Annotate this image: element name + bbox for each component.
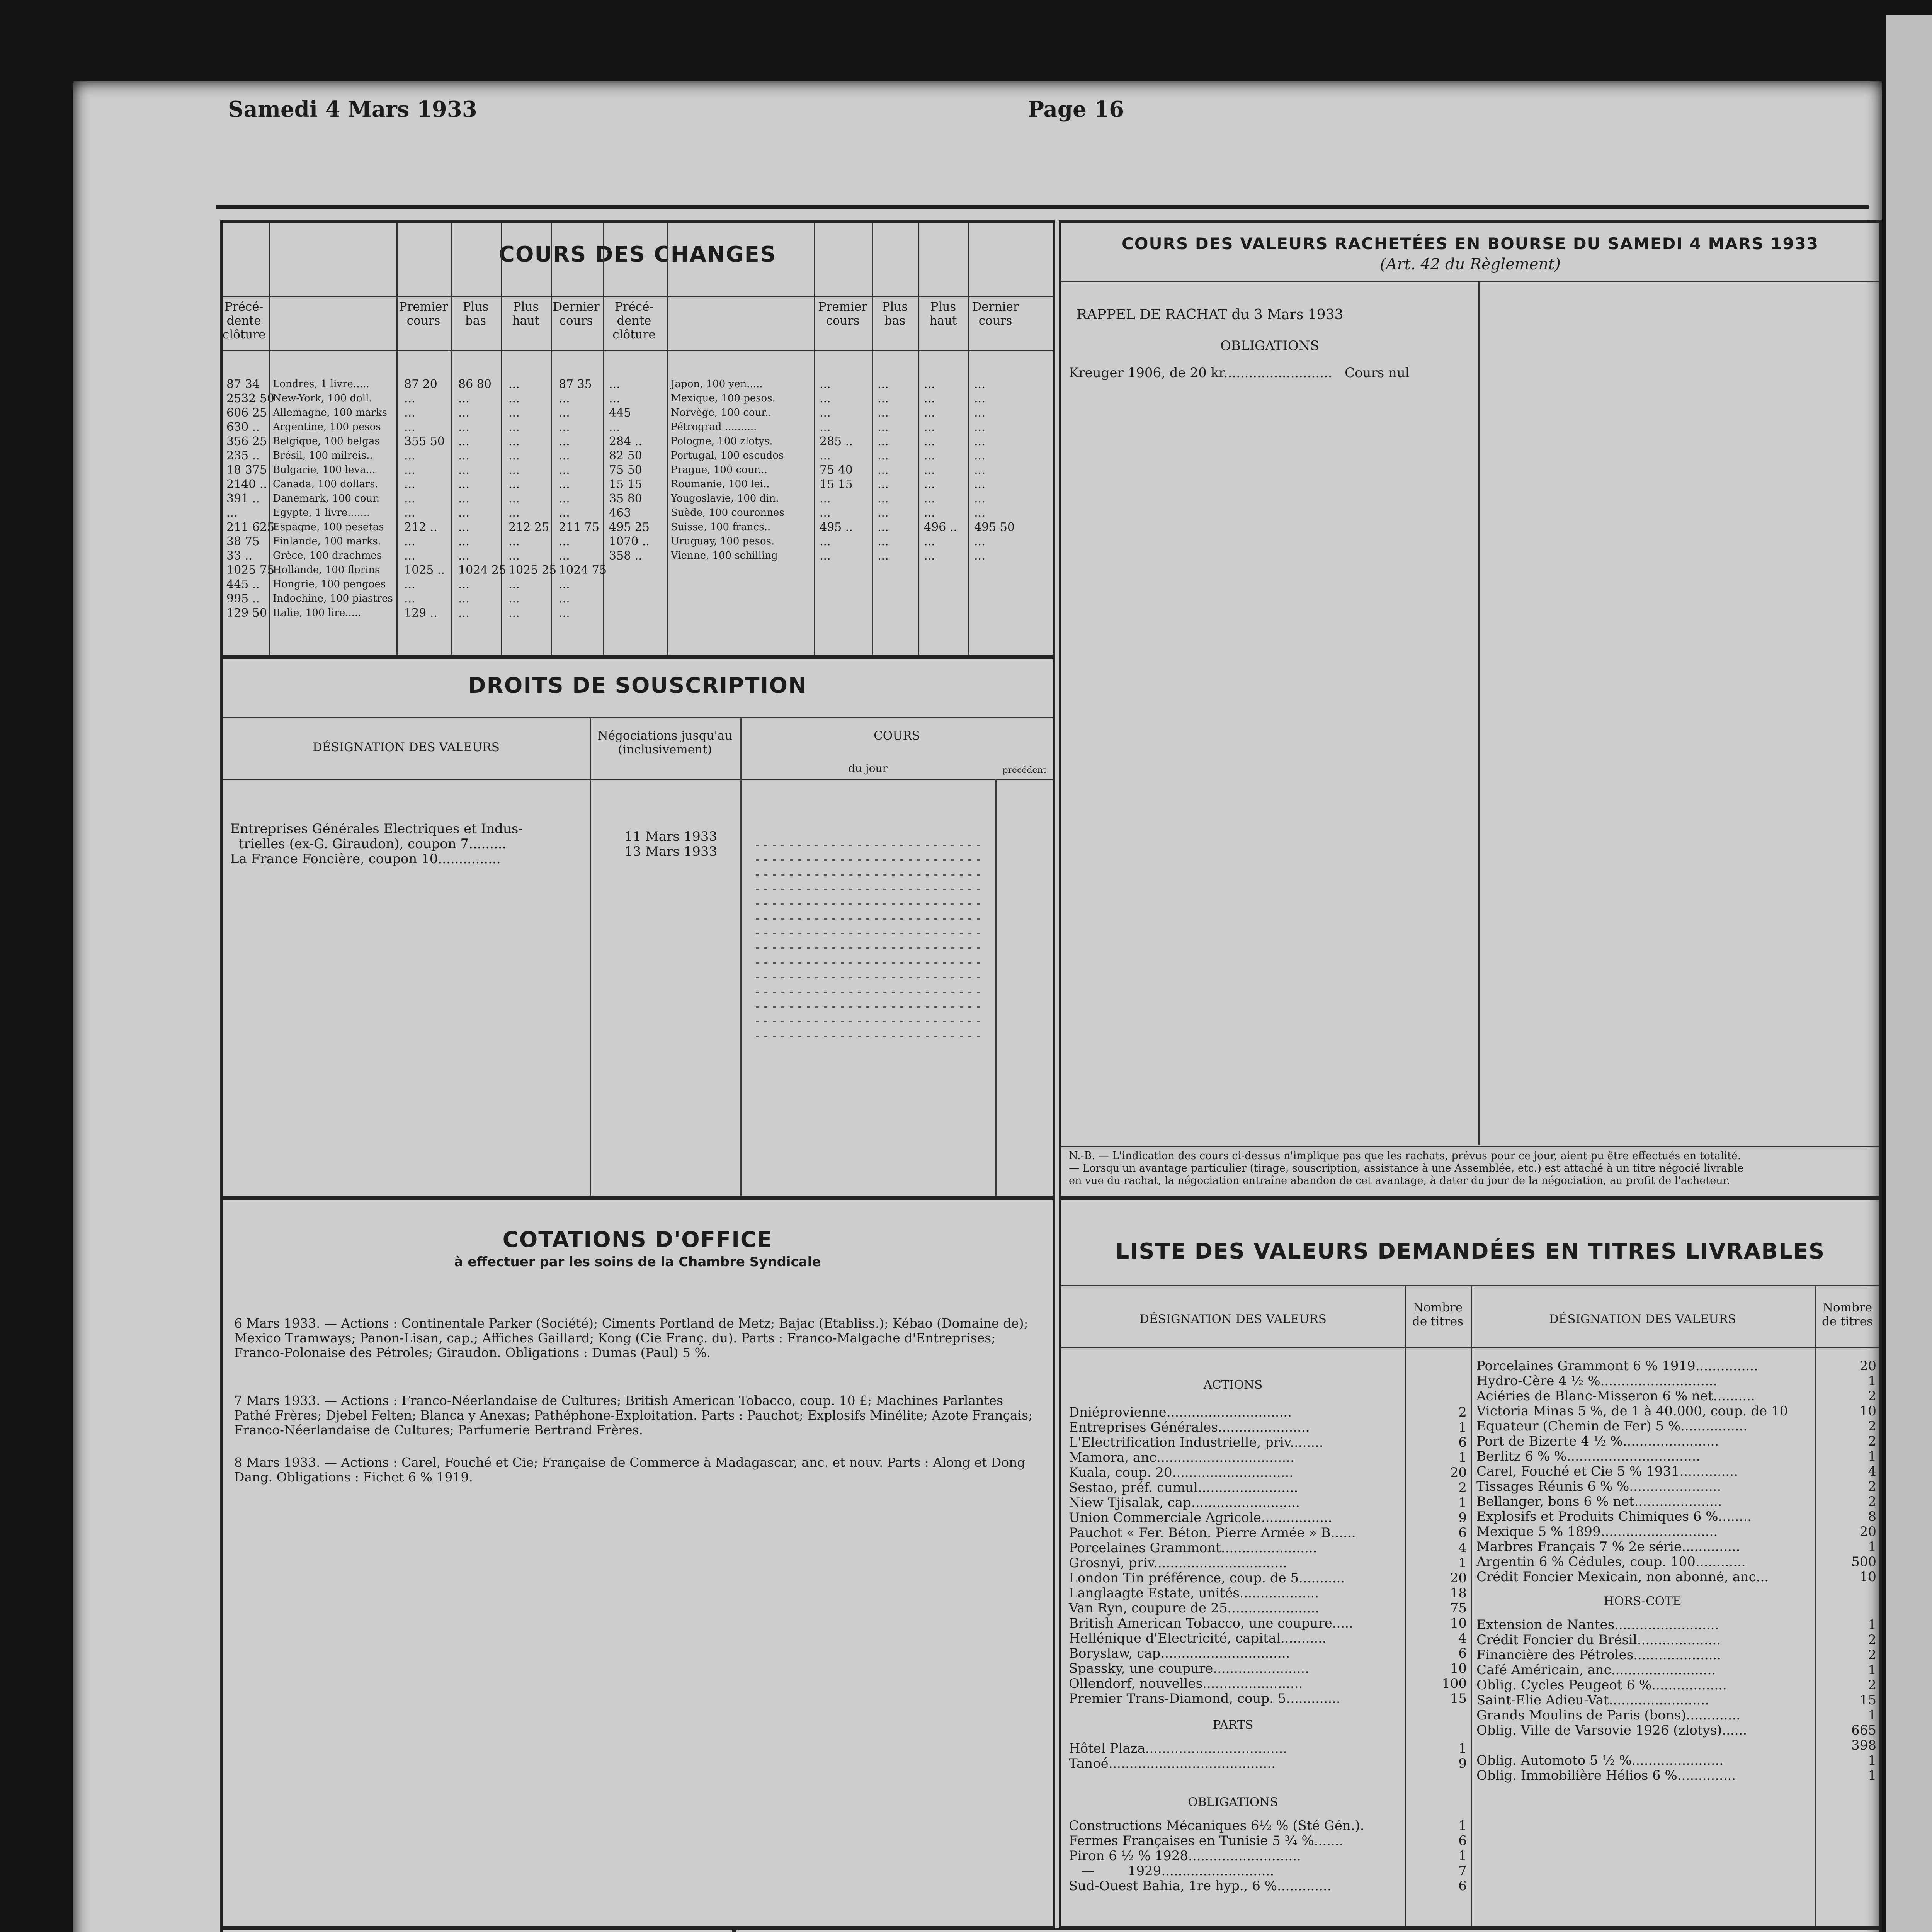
droits-section [220, 657, 1055, 1198]
cotations-7-mars: 7 Mars 1933. — Actions : Franco-Néerlandaise de Cultures; British American Tobacco, coup. 10 £; Machines Parlantes Pathé Frères; Djebel Felten; Blanca y Anexas; Pathéphone-Exploitation. Parts : Pauchot; Explosifs Minélite; Azote Français; Franco-Néerlandaise de Cultures; Parfumerie Bertrand Frères. [234, 1393, 1033, 1437]
livr-oblig-names: Constructions Mécaniques 6½ % (Sté Gén.). Fermes Françaises en Tunisie 5 ¾ %....... Piron 6 ½ % 1928........................... — 1929........................... Sud-Ouest Bahia, 1re hyp., 6 %............. [1069, 1818, 1364, 1894]
col-cours: COURS [874, 729, 920, 743]
livr-col-designation: DÉSIGNATION DES VALEURS [1139, 1312, 1327, 1326]
livr-right-nums: 20 1 2 10 2 2 1 4 2 2 8 20 1 500 10 [1851, 1358, 1876, 1585]
col-negociations: Négociations jusqu'au (inclusivement) [597, 729, 733, 757]
rachetees-title: COURS DES VALEURS RACHETÉES EN BOURSE DU SAMEDI 4 MARS 1933 [1122, 234, 1819, 253]
livr-horscote-names: Extension de Nantes......................... Crédit Foncier du Brésil.................... Financière des Pétroles..................... Café Américain, anc......................... Oblig. Cycles Peugeot 6 %.................. Saint-Elie Adieu-Vat........................ Grands Moulins de Paris (bons)............. Oblig. Ville de Varsovie 1926 (zlotys)...... Oblig. Automoto 5 ½ %...................... Oblig. Immobilière Hélios 6 %.............. [1476, 1617, 1747, 1783]
livr-col-nombre-right: Nombre de titres [1822, 1301, 1873, 1328]
cotations-section [220, 1198, 1055, 1928]
col-precedent: précédent [1002, 765, 1046, 775]
left-high-values: ... ... ... ... ... ... ... ... ... ... 212 25 ... ... 1025 25 ... ... ... [509, 378, 557, 620]
cotations-subtitle: à effectuer par les soins de la Chambre Syndicale [454, 1254, 821, 1270]
kreuger-line: Kreuger 1906, de 20 kr.......................... Cours nul [1069, 365, 1410, 381]
livr-col-designation-right: DÉSIGNATION DES VALEURS [1549, 1312, 1736, 1326]
top-rule [216, 205, 1869, 209]
left-last-values: 87 35 ... ... ... ... ... ... ... ... ... 211 75 ... ... 1024 75 ... ... ... [559, 378, 607, 620]
rachetees-obligations: OBLIGATIONS [1220, 338, 1319, 354]
adjacent-page-edge [1886, 15, 1932, 1932]
right-low-values: ... ... ... ... ... ... ... ... ... ... ... ... ... [878, 378, 889, 563]
livr-horscote-label: HORS-COTE [1604, 1594, 1682, 1608]
left-currency-names: Londres, 1 livre..... New-York, 100 doll. Allemagne, 100 marks Argentine, 100 pesos Belgique, 100 belgas Brésil, 100 milreis.. Bulgarie, 100 leva... Canada, 100 dollars. Danemark, 100 cour. Egypte, 1 livre....... Espagne, 100 pesetas Finlande, 100 marks. Grèce, 100 drachmes Hollande, 100 florins Hongrie, 100 pengoes Indochine, 100 piastres Italie, 100 lire..... [273, 378, 393, 619]
livrables-title: LISTE DES VALEURS DEMANDÉES EN TITRES LIVRABLES [1115, 1239, 1825, 1264]
col-first-left: Premier cours [399, 300, 448, 328]
col-last-right: Dernier cours [972, 300, 1019, 328]
droits-title: DROITS DE SOUSCRIPTION [468, 673, 807, 698]
col-high-left: Plus haut [512, 300, 540, 328]
droits-dates: 11 Mars 1933 13 Mars 1933 [624, 829, 718, 859]
livr-horscote-nums: 1 2 2 1 2 15 1 665 398 1 1 [1851, 1617, 1876, 1783]
droits-items: Entreprises Générales Electriques et Indus- trielles (ex-G. Giraudon), coupon 7......... La France Foncière, coupon 10............... [230, 821, 523, 867]
col-low-right: Plus bas [882, 300, 908, 328]
rappel-rachat: RAPPEL DE RACHAT du 3 Mars 1933 [1077, 307, 1344, 323]
changes-title: COURS DES CHANGES [498, 242, 777, 267]
right-high-values: ... ... ... ... ... ... ... ... ... ... 496 .. ... ... [924, 378, 957, 563]
livr-actions-nums: 2 1 6 1 20 2 1 9 6 4 1 20 18 75 10 4 6 10 100 15 [1442, 1405, 1467, 1706]
col-prev-right: Précé- dente clôture [612, 300, 656, 342]
cotations-8-mars: 8 Mars 1933. — Actions : Carel, Fouché et Cie; Française de Commerce à Madagascar, anc. et nouv. Parts : Along et Dong Dang. Obligations : Fichet 6 % 1919. [234, 1455, 1026, 1485]
cotations-6-mars: 6 Mars 1933. — Actions : Continentale Parker (Société); Ciments Portland de Metz; Bajac (Etabliss.); Kébao (Domaine de); Mexico Tramways; Panon-Lisan, cap.; Affiches Gaillard; Kong (Cie Franç. du). Parts : Franco-Malgache d'Entreprises; Franco-Polonaise des Pétroles; Giraudon. Obligations : Dumas (Paul) 5 %. [234, 1316, 1028, 1360]
rachetees-section [1059, 220, 1882, 1198]
livr-oblig-nums: 1 6 1 7 6 [1458, 1818, 1467, 1894]
page-number: Page 16 [1028, 97, 1124, 122]
left-prev-values: 87 34 2532 50 606 25 630 .. 356 25 235 .. 18 375 2140 .. 391 .. ... 211 625 38 75 33 .. 1025 75 445 .. 995 .. 129 50 [226, 378, 275, 620]
page-date: Samedi 4 Mars 1933 [228, 97, 477, 122]
right-last-values: ... ... ... ... ... ... ... ... ... ... 495 50 ... ... [974, 378, 1015, 563]
dot-leaders [756, 845, 980, 1046]
col-last-left: Dernier cours [553, 300, 600, 328]
changes-section [220, 220, 1055, 657]
cotations-title: COTATIONS D'OFFICE [502, 1227, 773, 1252]
rachetees-note: N.-B. — L'indication des cours ci-dessus n'implique pas que les rachats, prévus pour ce jour, aient pu être effectués en totalité. — Lorsqu'un avantage particulier (tirage, souscription, assistance à une Assemblée, etc.) est attaché à un titre négocié livrable en vue du rachat, la négociation entraîne abandon de cet avantage, à dater du jour de la négociation, au profit de l'acheteur. [1069, 1150, 1744, 1187]
col-prev-left: Précé- dente clôture [223, 300, 266, 342]
col-du-jour: du jour [848, 762, 888, 775]
col-high-right: Plus haut [929, 300, 957, 328]
right-prev-values: ... ... 445 ... 284 .. 82 50 75 50 15 15 35 80 463 495 25 1070 .. 358 .. [609, 378, 650, 563]
offertes-section [734, 1928, 1882, 1932]
livr-parts-nums: 1 9 [1458, 1741, 1467, 1771]
col-first-right: Premier cours [818, 300, 867, 328]
livr-col-nombre: Nombre de titres [1412, 1301, 1463, 1328]
livr-actions-label: ACTIONS [1203, 1378, 1263, 1392]
rachetees-subtitle: (Art. 42 du Règlement) [1380, 255, 1561, 273]
left-first-values: 87 20 ... ... ... 355 50 ... ... ... ... ... 212 .. ... ... 1025 .. ... ... 129 .. [404, 378, 445, 620]
right-currency-names: Japon, 100 yen..... Mexique, 100 pesos. Norvège, 100 cour.. Pétrograd .......... Pologne, 100 zlotys. Portugal, 100 escudos Prague, 100 cour... Roumanie, 100 lei.. Yougoslavie, 100 din. Suède, 100 couronnes Suisse, 100 francs.. Uruguay, 100 pesos. Vienne, 100 schilling [671, 378, 784, 561]
livr-actions-names: Dniéprovienne.............................. Entreprises Générales...................... L'Electrification Industrielle, priv........ Mamora, anc................................. Kuala, coup. 20............................. Sestao, préf. cumul........................ Niew Tjisalak, cap.......................... Union Commerciale Agricole................. Pauchot « Fer. Béton. Pierre Armée » B...... Porcelaines Grammont....................... Grosnyi, priv................................ London Tin préférence, coup. de 5........... Langlaagte Estate, unités................... Van Ryn, coupure de 25...................... British American Tobacco, une coupure..... Hellénique d'Electricité, capital........... Boryslaw, cap............................... Spassky, une coupure....................... Ollendorf, nouvelles........................ Premier Trans-Diamond, coup. 5............. [1069, 1405, 1356, 1706]
livr-oblig-label: OBLIGATIONS [1188, 1795, 1278, 1809]
livr-right-names: Porcelaines Grammont 6 % 1919............... Hydro-Cère 4 ½ %............................ Aciéries de Blanc-Misseron 6 % net.......... Victoria Minas 5 %, de 1 à 40.000, coup. de 10 Equateur (Chemin de Fer) 5 %................ Port de Bizerte 4 ½ %....................... Berlitz 6 % %................................ Carel, Fouché et Cie 5 % 1931.............. Tissages Réunis 6 % %...................... Bellanger, bons 6 % net..................... Explosifs et Produits Chimiques 6 %........ Mexique 5 % 1899............................ Marbres Français 7 % 2e série.............. Argentin 6 % Cédules, coup. 100............ Crédit Foncier Mexicain, non abonné, anc... [1476, 1358, 1788, 1585]
left-low-values: 86 80 ... ... ... ... ... ... ... ... ... ... ... ... 1024 25 ... ... ... [458, 378, 507, 620]
rappels-section [220, 1928, 734, 1932]
col-low-left: Plus bas [463, 300, 489, 328]
livr-parts-label: PARTS [1213, 1718, 1253, 1732]
col-designation: DÉSIGNATION DES VALEURS [312, 740, 500, 754]
livr-parts-names: Hôtel Plaza.................................. Tanoé........................................ [1069, 1741, 1287, 1771]
right-first-values: ... ... ... ... 285 .. ... 75 40 15 15 ... ... 495 .. ... ... [820, 378, 853, 563]
livrables-section [1059, 1198, 1882, 1928]
